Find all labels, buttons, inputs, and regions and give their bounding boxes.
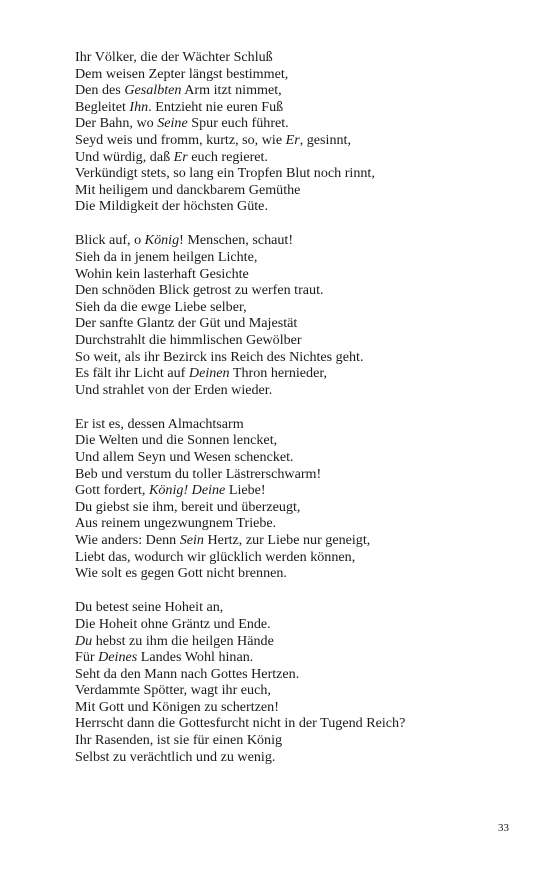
emphasized-text: Er (285, 131, 300, 148)
line-text: . Entzieht nie euren Fuß (148, 98, 284, 115)
poem-line (75, 382, 515, 399)
poem-line (75, 266, 515, 283)
line-text: Wie solt es gegen Gott nicht brennen. (75, 565, 287, 582)
poem-line (75, 449, 515, 466)
poem-line (75, 565, 515, 582)
poem-line (75, 666, 515, 683)
emphasized-text: Du (75, 632, 93, 649)
line-text: euch regieret. (187, 148, 268, 165)
poem-line (75, 649, 515, 666)
line-text: Aus reinem ungezwungnem Triebe. (75, 515, 277, 532)
poem-line (75, 599, 515, 616)
line-text: Die Mildigkeit der höchsten Güte. (75, 198, 268, 215)
line-text: Landes Wohl hinan. (137, 649, 254, 666)
line-text: Sieh da die ewge Liebe selber, (75, 298, 247, 315)
line-text: , gesinnt, (299, 131, 351, 148)
emphasized-text: Sein (179, 532, 204, 549)
stanza (75, 599, 515, 765)
poem-line (75, 49, 515, 66)
poem-line (75, 299, 515, 316)
line-text: Begleitet (75, 98, 130, 115)
poem-line (75, 482, 515, 499)
line-text: Du betest seine Hoheit an, (75, 599, 224, 616)
poem-line (75, 149, 515, 166)
page-number: 33 (498, 822, 509, 834)
poem-line (75, 198, 515, 215)
line-text: Verdammte Spötter, wagt ihr euch, (75, 682, 271, 699)
poem-line (75, 549, 515, 566)
line-text: Mit Gott und Königen zu schertzen! (75, 698, 279, 715)
line-text: ! Menschen, schaut! (179, 232, 294, 249)
poem-line (75, 432, 515, 449)
poem-line (75, 182, 515, 199)
line-text: Gott fordert, (75, 482, 149, 499)
line-text: Du giebst sie ihm, bereit und überzeugt, (75, 498, 301, 515)
poem-line (75, 249, 515, 266)
poem-line (75, 82, 515, 99)
line-text: Der Bahn, wo (75, 115, 158, 132)
line-text: Spur euch führet. (187, 115, 289, 132)
emphasized-text: König! Deine (148, 482, 226, 499)
line-text: Beb und verstum du toller Lästrerschwarm! (75, 465, 322, 482)
line-text: Blick auf, o (75, 232, 145, 249)
line-text: Sieh da in jenem heilgen Lichte, (75, 249, 258, 266)
line-text: Durchstrahlt die himmlischen Gewölber (75, 332, 302, 348)
emphasized-text: Deines (98, 649, 138, 666)
line-text: Verkündigt stets, so lang ein Tropfen Blut noch rinnt, (75, 165, 375, 182)
line-text: Herrscht dann die Gottesfurcht nicht in der Tugend Reich? (75, 715, 406, 732)
poem-line (75, 132, 515, 149)
emphasized-text: Ihn (129, 98, 149, 115)
line-text: Arm itzt nimmet, (181, 82, 282, 99)
poem-line (75, 715, 515, 732)
line-text: Und würdig, daß (75, 148, 174, 165)
poem-line (75, 349, 515, 366)
emphasized-text: Er (173, 148, 188, 165)
line-text: Der sanfte Glantz der Güt und Majestät (75, 315, 298, 332)
line-text: Seht da den Mann nach Gottes Hertzen. (75, 665, 300, 682)
line-text: Den schnöden Blick getrost zu werfen traut. (75, 282, 324, 299)
poem-body (75, 49, 515, 783)
stanza (75, 232, 515, 398)
poem-line (75, 99, 515, 116)
poem-line (75, 499, 515, 516)
line-text: Thron hernieder, (229, 365, 327, 382)
poem-line (75, 165, 515, 182)
poem-line (75, 682, 515, 699)
line-text: Ihr Rasenden, ist sie für einen König (75, 732, 283, 749)
line-text: Für (75, 649, 99, 666)
emphasized-text: Gesalbten (124, 82, 182, 99)
line-text: Dem weisen Zepter längst bestimmet, (75, 65, 289, 82)
line-text: Er ist es, dessen Almachtsarm (75, 415, 244, 432)
poem-line (75, 365, 515, 382)
line-text: Es fält ihr Licht auf (75, 365, 189, 382)
poem-line (75, 732, 515, 749)
poem-line (75, 66, 515, 83)
line-text: Mit heiligem und danckbarem Gemüthe (75, 181, 301, 198)
line-text: Wie anders: Denn (75, 532, 180, 549)
poem-line (75, 616, 515, 633)
poem-line (75, 332, 515, 349)
line-text: Ihr Völker, die der Wächter Schluß (75, 49, 273, 65)
line-text: Liebe! (225, 482, 266, 499)
poem-line (75, 466, 515, 483)
poem-line (75, 699, 515, 716)
line-text: Die Welten und die Sonnen lencket, (75, 432, 278, 449)
line-text: Seyd weis und fromm, kurtz, so, wie (75, 131, 286, 148)
stanza (75, 49, 515, 215)
emphasized-text: Deinen (188, 365, 230, 382)
poem-line (75, 749, 515, 766)
line-text: hebst zu ihm die heilgen Hände (92, 632, 274, 649)
poem-line (75, 515, 515, 532)
poem-line (75, 282, 515, 299)
poem-line (75, 633, 515, 650)
line-text: Und allem Seyn und Wesen schencket. (75, 449, 294, 466)
line-text: Selbst zu verächtlich und zu wenig. (75, 748, 276, 765)
poem-line (75, 532, 515, 549)
stanza (75, 416, 515, 582)
line-text: Wohin kein lasterhaft Gesichte (75, 265, 249, 282)
poem-line (75, 416, 515, 433)
emphasized-text: Seine (157, 115, 188, 132)
line-text: Liebt das, wodurch wir glücklich werden können, (75, 548, 356, 565)
poem-line (75, 115, 515, 132)
poem-line (75, 315, 515, 332)
line-text: Die Hoheit ohne Gräntz und Ende. (75, 615, 271, 632)
poem-line (75, 232, 515, 249)
line-text: Den des (75, 82, 125, 99)
line-text: Hertz, zur Liebe nur geneigt, (203, 532, 371, 549)
emphasized-text: König (144, 232, 180, 249)
line-text: So weit, als ihr Bezirck ins Reich des Nichtes geht. (75, 348, 364, 365)
line-text: Und strahlet von der Erden wieder. (75, 381, 273, 398)
